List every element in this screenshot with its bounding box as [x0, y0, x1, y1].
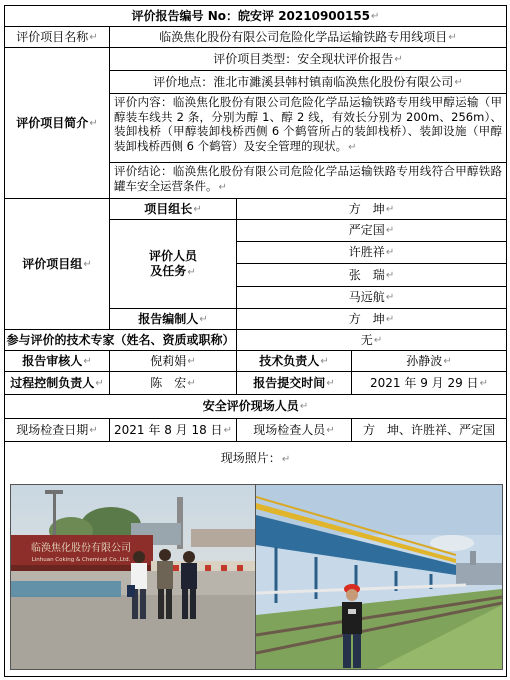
project-name-label: 评价项目名称 ↵: [4, 26, 110, 48]
submit-time-label: 报告提交时间 ↵: [236, 371, 352, 395]
process-controller-label: 过程控制负责人 ↵: [4, 371, 110, 395]
project-intro-label: 评价项目简介 ↵: [4, 47, 110, 199]
experts-label: 参与评价的技术专家（姓名、资质或职称）: [4, 329, 237, 351]
tech-lead-value: 孙静波 ↵: [351, 350, 507, 372]
process-controller-value: 陈 宏 ↵: [109, 371, 237, 395]
project-group-label: 评价项目组 ↵: [4, 198, 110, 330]
onsite-staff-label: 现场检查人员 ↵: [236, 418, 352, 442]
reviewer-label: 报告审核人 ↵: [4, 350, 110, 372]
submit-time-value: 2021 年 9 月 29 日 ↵: [351, 371, 507, 395]
photos-label: 现场照片：↵: [220, 451, 291, 465]
project-conclusion: 评价结论：临涣焦化股份有限公司危险化学品运输铁路专用线符合甲醇铁路罐车安全运营条件。↵: [109, 162, 507, 199]
member-3: 张 瑞 ↵: [236, 263, 507, 287]
writer-value: 方 坤 ↵: [236, 308, 507, 330]
company-sign-en: Linhuan Coking & Chemical Co.,Ltd.: [31, 557, 131, 563]
project-name-value: 临涣焦化股份有限公司危险化学品运输铁路专用线项目 ↵: [109, 26, 507, 48]
report-number: 评价报告编号 No：皖安评 20210900155 ↵: [4, 5, 507, 27]
member-1: 严定国 ↵: [236, 219, 507, 242]
project-type: 评价项目类型：安全现状评价报告 ↵: [109, 47, 507, 71]
member-4: 马远航 ↵: [236, 286, 507, 309]
onsite-date-value: 2021 年 8 月 18 日 ↵: [109, 418, 237, 442]
onsite-date-label: 现场检查日期 ↵: [4, 418, 110, 442]
onsite-staff-value: 方 坤、许胜祥、严定国: [351, 418, 507, 442]
leader-label: 项目组长 ↵: [109, 198, 237, 220]
leader-value: 方 坤 ↵: [236, 198, 507, 220]
trestle-photo-drawing: [256, 485, 502, 669]
entrance-photo-drawing: [11, 485, 255, 669]
writer-label: 报告编制人 ↵: [109, 308, 237, 330]
onsite-title: 安全评价现场人员 ↵: [4, 394, 507, 419]
site-photo-entrance: [10, 484, 256, 670]
project-content: 评价内容：临涣焦化股份有限公司危险化学品运输铁路专用线甲醇运输（甲醇装车线共 2 条，分别为醇 1、醇 2 线，有效长分别为 200m、256m）、装卸栈桥（甲醇装卸栈桥西侧 6 个鹤管所占的装卸栈桥）、装卸设施（甲醇装卸栈桥西侧 6 个鹤管）及安全管理的现状。↵: [109, 93, 507, 163]
tech-lead-label: 技术负责人 ↵: [236, 350, 352, 372]
company-sign-cn: 临涣焦化股份有限公司: [31, 543, 131, 554]
experts-value: 无 ↵: [236, 329, 507, 351]
members-label: 评价人员 及任务↵: [109, 219, 237, 309]
site-photo-trestle: [255, 484, 503, 670]
reviewer-value: 倪莉娟 ↵: [109, 350, 237, 372]
project-location: 评价地点：淮北市濉溪县韩村镇南临涣焦化股份有限公司 ↵: [109, 70, 507, 94]
member-2: 许胜祥 ↵: [236, 241, 507, 264]
